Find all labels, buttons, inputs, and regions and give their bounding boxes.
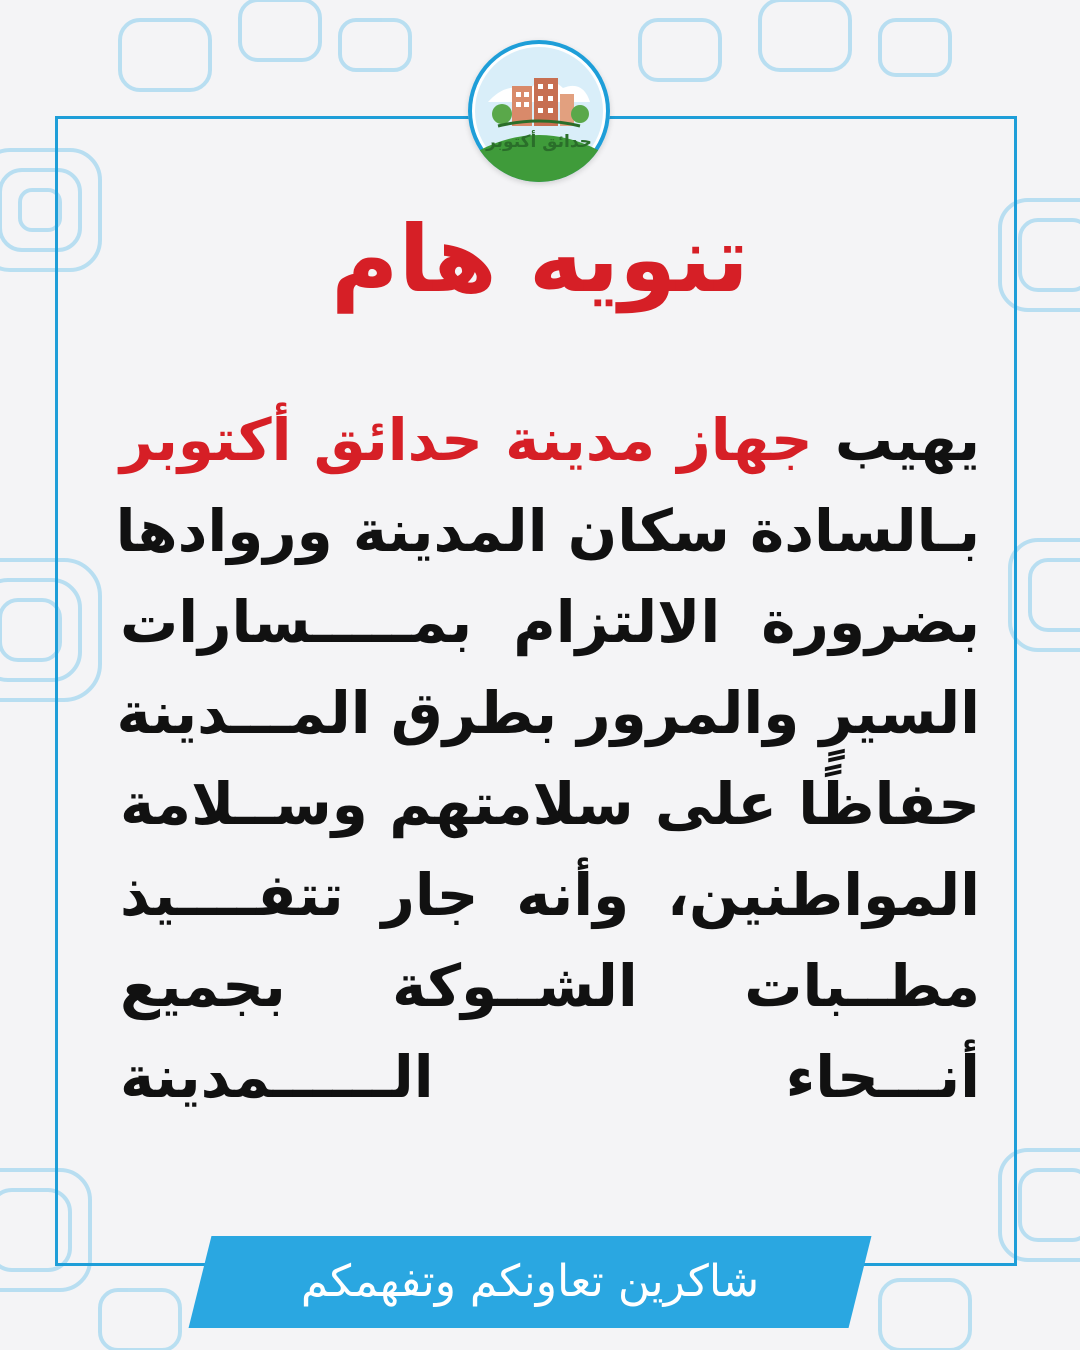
authority-name: جهاز مدينة حدائق أكتوبر xyxy=(120,406,813,474)
intro-verb: يهيب xyxy=(834,406,980,474)
body-line: مطــبات الشــوكة بجميع xyxy=(120,952,980,1020)
body-line: بضرورة الالتزام بمـــــسارات xyxy=(120,588,980,656)
body-line: السيرٍ والمرور بطرق المـــدينة xyxy=(116,679,980,747)
body-line: أنـــحاء الــــــمدينة xyxy=(120,1043,980,1111)
city-logo-icon xyxy=(468,40,610,182)
body-line: المواطنين، وأنه جار تتفــــيذ xyxy=(120,861,980,929)
body-line: بـالسادة سكان المدينة وروادها xyxy=(115,497,980,565)
body-line: حفاظًا على سلامتهم وســلامة xyxy=(120,770,980,838)
footer-thanks-text: شاكرين تعاونكم وتفهمكم xyxy=(300,1256,760,1307)
body-line-intro xyxy=(120,395,980,486)
city-logo xyxy=(468,40,610,182)
logo-text: حدائق أكتوبر xyxy=(486,132,592,152)
page-title: تنويه هام xyxy=(331,206,749,313)
announcement-body xyxy=(115,395,980,1123)
